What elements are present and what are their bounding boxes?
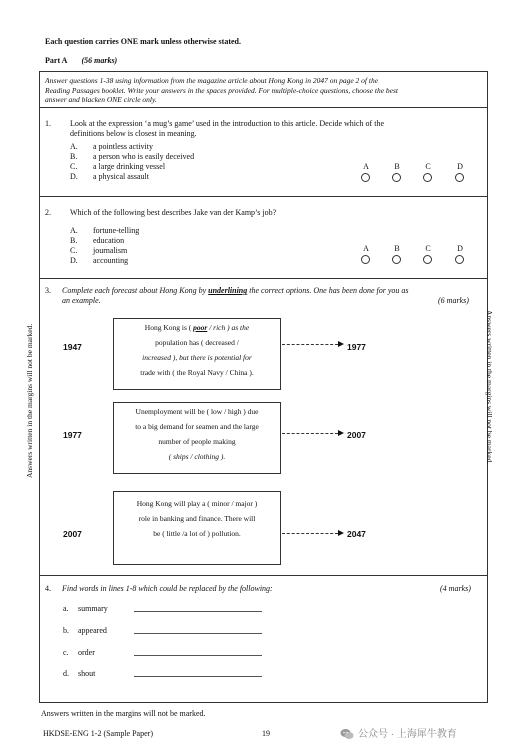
circle-label: B — [394, 162, 400, 171]
forecast-line — [118, 320, 276, 335]
question-3-text — [62, 286, 409, 296]
option-letter: B. — [70, 236, 78, 245]
item-word: shout — [78, 669, 96, 678]
part-label: Part A — [45, 56, 68, 65]
forecast-line: trade with ( the Royal Navy / China ). — [140, 368, 254, 377]
divider — [39, 278, 488, 279]
question-line: the correct options. One has been done for you as — [247, 286, 409, 295]
arrow-head — [338, 530, 344, 536]
page-number: 19 — [262, 729, 270, 738]
answer-circle-c[interactable] — [423, 173, 432, 182]
answer-blank[interactable] — [134, 676, 262, 677]
intro-line: Reading Passages booklet. Write your answers in the spaces provided. For multiple-choice questions, choose the best — [45, 85, 398, 95]
circle-label: A — [363, 162, 369, 171]
forecast-line: to a big demand for seamen and the large — [135, 422, 259, 431]
dashed-arrow — [282, 533, 338, 534]
question-4-text: Find words in lines 1-8 which could be replaced by the following: — [62, 584, 273, 593]
question-number: 2. — [45, 208, 51, 217]
answer-circle-b[interactable] — [392, 255, 401, 264]
circle-label: C — [425, 162, 431, 171]
circle-label: A — [363, 244, 369, 253]
item-word: appeared — [78, 626, 107, 635]
option-text: education — [93, 236, 125, 245]
question-marks: (4 marks) — [440, 584, 471, 593]
paper-name: HKDSE-ENG 1-2 (Sample Paper) — [43, 729, 153, 738]
intro-line: Answer questions 1-38 using information from the magazine article about Hong Kong in 2047 on page 2 of the — [45, 76, 379, 85]
option-row — [70, 226, 139, 236]
answer-blank[interactable] — [134, 611, 262, 612]
watermark-text: 公众号 · 上海犀牛教育 — [358, 729, 457, 740]
forecast-line: ( ships / clothing ). — [168, 452, 226, 461]
arrow-head — [338, 430, 344, 436]
question-number: 1. — [45, 119, 51, 128]
dashed-arrow — [282, 344, 338, 345]
divider — [39, 107, 488, 108]
part-marks: (56 marks) — [81, 56, 118, 65]
year-to: 2047 — [347, 529, 366, 539]
question-1-text — [70, 119, 482, 139]
answer-circle-d[interactable] — [455, 255, 464, 264]
circle-label: D — [457, 244, 463, 253]
option-letter: A. — [70, 142, 78, 151]
part-heading — [45, 56, 117, 66]
divider — [39, 575, 488, 576]
arrow-head — [338, 341, 344, 347]
circle-label: C — [425, 244, 431, 253]
answer-circle-c[interactable] — [423, 255, 432, 264]
question-number: 4. — [45, 584, 51, 593]
question-line: Complete each forecast about Hong Kong by — [62, 286, 209, 295]
year-from: 1977 — [63, 430, 82, 440]
intro-line: answer and blacken ONE circle only. — [45, 95, 157, 104]
option-text: a person who is easily deceived — [93, 152, 195, 161]
year-from: 2007 — [63, 529, 82, 539]
question-line: Look at the expression ‘a mug’s game’ used in the introduction to this article. Decide which of the — [70, 119, 384, 128]
forecast-line: number of people making — [158, 437, 236, 446]
option-text: a large drinking vessel — [93, 162, 166, 171]
forecast-box — [113, 491, 281, 565]
forecast-text: / rich ) as the — [207, 323, 250, 332]
underlining-keyword: underlining — [208, 286, 248, 295]
option-letter: D. — [70, 172, 78, 181]
year-to: 2007 — [347, 430, 366, 440]
answer-circle-d[interactable] — [455, 173, 464, 182]
option-letter: C. — [70, 246, 78, 255]
item-word: order — [78, 648, 95, 657]
answer-circle-b[interactable] — [392, 173, 401, 182]
circle-label: B — [394, 244, 400, 253]
option-row — [70, 236, 139, 246]
wechat-icon — [340, 727, 354, 739]
option-row — [70, 162, 194, 172]
item-letter: c. — [63, 648, 69, 657]
forecast-box — [113, 402, 281, 474]
option-letter: B. — [70, 152, 78, 161]
item-letter: d. — [63, 669, 69, 678]
answer-circle-a[interactable] — [361, 255, 370, 264]
year-from: 1947 — [63, 342, 82, 352]
option-letter: C. — [70, 162, 78, 171]
option-letter: D. — [70, 256, 78, 265]
section-instruction: Each question carries ONE mark unless otherwise stated. — [45, 37, 241, 46]
item-letter: b. — [63, 626, 69, 635]
instructions-intro — [45, 76, 485, 105]
margin-note-right: Answers written in the margins will not be marked. — [485, 310, 494, 465]
option-row — [70, 172, 194, 182]
question-line: definitions below is closest in meaning. — [70, 129, 197, 138]
underlined-option: poor — [193, 323, 208, 332]
question-number: 3. — [45, 286, 51, 295]
forecast-text: Hong Kong is ( — [144, 323, 194, 332]
option-row — [70, 142, 194, 152]
option-text: journalism — [93, 246, 128, 255]
year-to: 1977 — [347, 342, 366, 352]
question-marks: (6 marks) — [438, 296, 469, 305]
question-2-text: Which of the following best describes Jake van der Kamp’s job? — [70, 208, 277, 217]
margin-note-left: Answers written in the margins will not be marked. — [25, 323, 34, 478]
q2-options — [70, 226, 139, 266]
circle-label: D — [457, 162, 463, 171]
item-letter: a. — [63, 604, 69, 613]
forecast-box — [113, 318, 281, 390]
option-row — [70, 256, 139, 266]
answer-blank[interactable] — [134, 633, 262, 634]
divider — [39, 196, 488, 197]
option-letter: A. — [70, 226, 78, 235]
item-word: summary — [78, 604, 108, 613]
question-line: an example. — [62, 296, 101, 305]
option-row — [70, 246, 139, 256]
dashed-arrow — [282, 433, 338, 434]
option-text: a pointless activity — [93, 142, 153, 151]
answer-blank[interactable] — [134, 655, 262, 656]
option-text: fortune-telling — [93, 226, 140, 235]
forecast-line: Hong Kong will play a ( minor / major ) — [136, 499, 258, 508]
forecast-line: population has ( decreased / — [155, 338, 239, 347]
q1-options — [70, 142, 194, 182]
answer-circle-a[interactable] — [361, 173, 370, 182]
forecast-line: Unemployment will be ( low / high ) due — [135, 407, 259, 416]
watermark — [340, 725, 457, 740]
forecast-line: be ( little /a lot of ) pollution. — [153, 529, 241, 538]
option-text: a physical assault — [93, 172, 149, 181]
forecast-line: role in banking and finance. There will — [138, 514, 256, 523]
option-text: accounting — [93, 256, 129, 265]
footer-margin-note: Answers written in the margins will not be marked. — [41, 709, 206, 718]
option-row — [70, 152, 194, 162]
forecast-line: increased ), but there is potential for — [142, 353, 252, 362]
